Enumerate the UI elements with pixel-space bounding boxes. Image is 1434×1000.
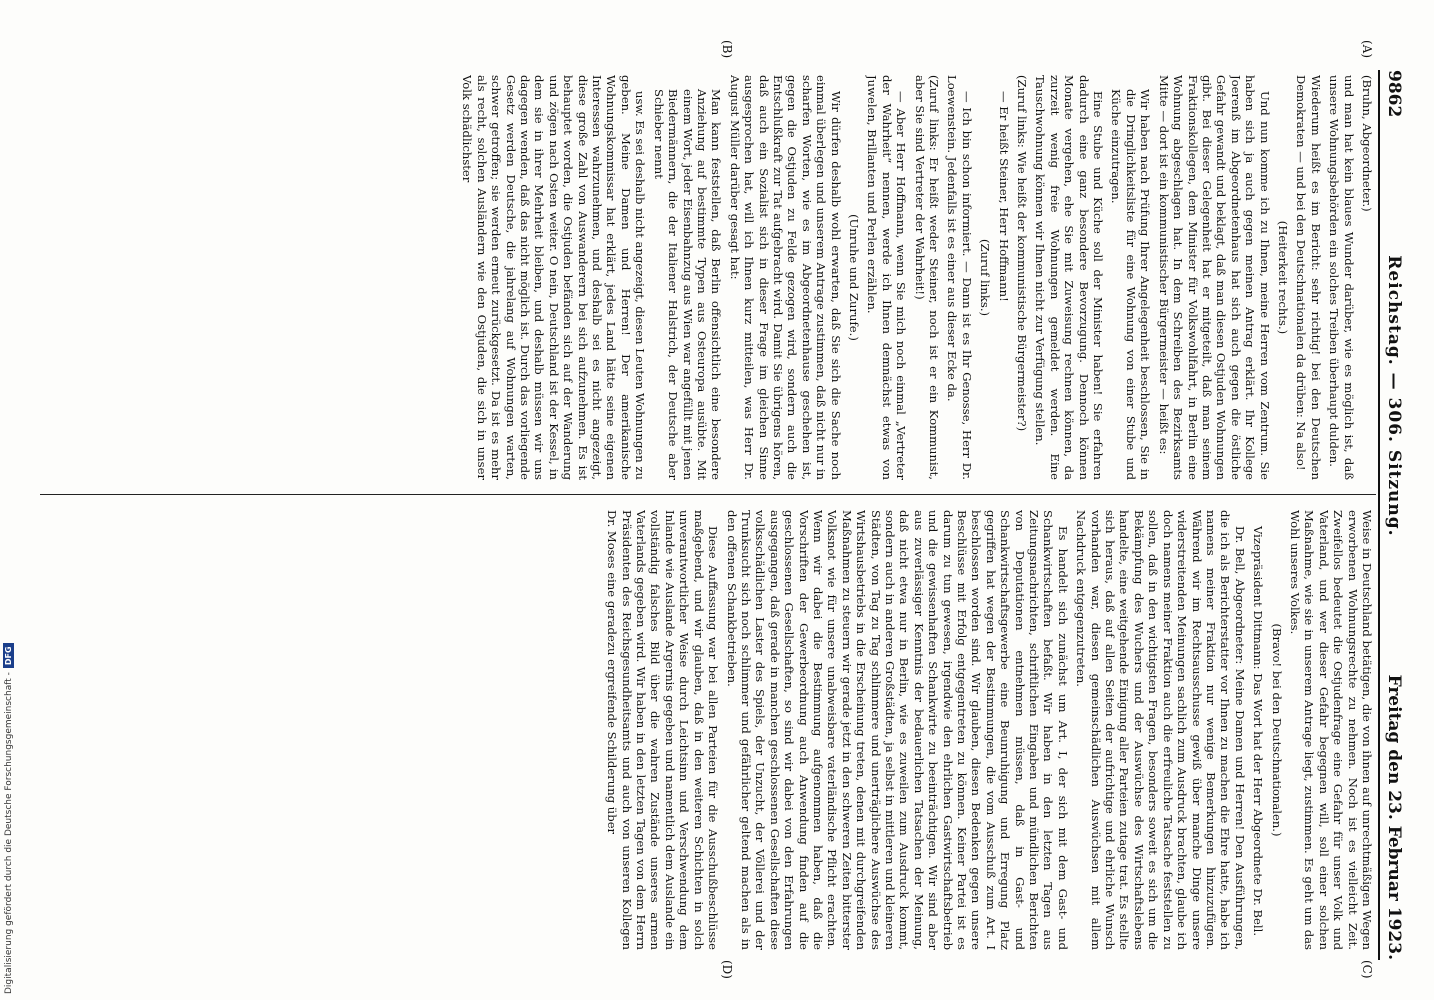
paragraph: Diese Auffassung war bei allen Parteien für die Ausschußbeschlüsse maßgebend, und wir glauben, daß in den weiteren Schichten in solch unverantwortlicher Weise durch Leichtsinn und Verschwendung dem Inlande wie Auslande Argernis gegeben und namentlich dem Auslande ein vollständig falsches Bild über die wahren Zustände unseres armen Vaterlands gegeben wird. Wir haben in den letzten Tagen von dem Herrn Präsidenten des Reichsgesundheitsamts und auch von unseren Kollegen Dr. Moses eine geradezu ergreifende Schilderung über [605, 510, 721, 950]
paragraph: Es handelt sich zunächst um Art. I, der sich mit dem Gast- und Schankwirtschaften befaßt. Wir haben in den letzten Tagen aus Zeitungsnachrichten, schriftlichen Eingaben und mündlichen Berichten von Deputationen entnehmen müssen, daß in Gast- und Schankwirtschaftsgewerbe eine Beunruhigung und Erregung Platz gegriffen hat wegen der Bestimmungen, die vom Ausschuß zum Art. I beschlossen worden sind. Wir glauben, diesen Bedenken gegen unsere Beschlüsse mit Erfolg entgegentreten zu können. Keiner Partei ist es darum zu tun gewesen, irgendwie den ehrlichen Gastwirtschaftsbetrieb und die gewissenhaften Schankwirte zu beeinträchtigen. Wir sind aber aus zuverlässiger Kenntnis der bedauerlichen Tatsachen der Meinung, daß nicht etwa nur in Berlin, wie es zuweilen zum Ausdruck kommt, sondern auch in anderen Großstädten, ja selbst in mittleren und kleineren Städten, von Tag zu Tag schlimmere und unerträglichere Auswüchse des Wirtshausbetriebs in die Erscheinung treten, denen mit durchgreifenden Maßnahmen zu steuern wir gerade jetzt in den schweren Zeiten bitterster Volksnot wie für unsere unabweisbare vaterländische Pflicht erachten. Wenn wir dabei die Bestimmung aufgenommen haben, daß die Vorschriften der Gewerbeordnung auch Anwendung finden auf die geschlossenen Gesellschaften, so sind wir dabei von den Erfahrungen ausgegangen, daß gerade in manchen geschlossenen Gesellschaften diese volksschädlichen Laster des Spiels, der Unzucht, der Völlerei und der Trunksucht sich noch schlimmer und gefährlicher geltend machen als in den offenen Schankbetrieben. [724, 510, 1070, 950]
paragraph: Man kann feststellen, daß Berlin offensichtlich eine besondere Anziehung auf bestimmte Typen aus Osteuropa ausübte. Mit einem Wort, jeder Eisenbahnzug aus Wien war angefüllt mit jenen Biedermännern, die der Italiener Halstrich, der Deutsche aber Schieber nennt [651, 89, 724, 480]
paragraph: (Zuruf links.) [978, 238, 993, 317]
paragraph: — Er heißt Steiner, Herr Hoffmann! [996, 91, 1011, 302]
paragraph: — Ich bin schon informiert. — Dann ist es Ihr Genosse, Herr Dr. Loewenstein. Jedenfalls ist es einer aus dieser Ecke da. [945, 75, 974, 480]
paragraph: Weise in Deutschland betätigen, die von ihnen auf unrechtmäßigen Wegen erworbenen Wohnungsrechte zu nehmen. Noch ist es vielleicht Zeit. Zweifellos bedeutet die Ostjudenfrage eine Gefahr für unser Volk und Vaterland, und wer dieser Gefahr begegnen will, soll einer solchen Maßnahme, wie sie in unserem Antrage liegt, zustimmen. Es geht um das Wohl unseres Volkes. [1287, 510, 1374, 950]
dfg-logo: DFG [3, 643, 14, 668]
paragraph: (Heiterkeit rechts.) [1275, 220, 1290, 335]
paragraph: (Zuruf links: Er heißt weder Steiner, noch ist er ein Kommunist, aber Sie sind Vertreter der Wahrheit!) [912, 75, 942, 480]
paragraph: Eine Stube und Küche soll der Minister haben! Sie erfahren dadurch eine ganz besondere Bevorzugung. Dennoch können Monate vergehen, ehe Sie mit Zuweisung rechnen können, da zurzeit wenig freie Wohnungen gemeldet werden. Eine Tauschwohnung können wir Ihnen nicht zur Verfügung stellen. [1033, 75, 1106, 480]
paragraph: (Bruhn, Abgeordneter.) [1360, 75, 1374, 212]
paragraph: — Aber Herr Hoffmann, wenn Sie mich noch einmal „Vertreter der Wahrheit“ nennen, werde ich Ihnen demnächst etwas von Juwelen, Brillanten und Perlen erzählen. [865, 75, 909, 480]
left-text-column [40, 75, 1374, 480]
page-title: Reichstag. — 306. Sitzung. [1384, 255, 1404, 537]
margin-marker-c: (C) [1360, 960, 1374, 979]
page-date: Freitag den 23. Februar 1923. [1384, 674, 1404, 960]
page-header [1378, 70, 1414, 960]
column-divider [40, 494, 1376, 495]
paragraph: Dr. Bell, Abgeordneter: Meine Damen und Herren! Den Ausführungen, die ich als Berichterstatter vor Ihnen zu machen die Ehre hatte, habe ich namens meiner Fraktion nur wenige Bemerkungen hinzuzufügen. Während wir im Rechtsausschusse gewiß über manche Dinge unsere widerstreitenden Meinungen sachlich zum Ausdruck brachten, glaube ich doch namens meiner Fraktion auch die erfreuliche Tatsache feststellen zu sollen, daß in den wichtigsten Fragen, besonders soweit es sich um die Bekämpfung des Wuchers und der Auswüchse des Wirtschaftslebens handelte, eine weitgehende Einigung aller Parteien zutage trat. Es stellte sich heraus, daß auf allen Seiten der aufrichtige und ehrliche Wunsch vorhanden war, diesen gemeinschädlichen Auswüchsen mit allem Nachdruck entgegenzutreten. [1074, 510, 1247, 950]
paragraph: usw. Es sei deshalb nicht angezeigt, diesen Leuten Wohnungen zu geben. Meine Damen und Herren! Der amerikanische Wohnungskommissar hat erklärt, jedes Land hätte seine eigenen Interessen wahrzunehmen, und deshalb sei es nicht angezeigt, diese große Zahl von Auswanderern bei sich aufzunehmen. Es ist behauptet worden, die Ostjuden befänden sich auf der Wanderung und zögen nach Osten weiter. O nein, Deutschland ist der Kessel, in dem sie in ihrer Mehrheit bleiben, und deshalb müssen wir uns dagegen wenden, daß das nicht möglich ist. Durch das vorliegende Gesetz werden Deutsche, die jahrelang auf Wohnungen warten, schwer getroffen; sie werden erneut zurückgesetzt. Da ist es mehr als recht, solchen Ausländern wie den Ostjuden, die sich in unser Volk schädlichster [460, 75, 648, 480]
paragraph: Wiederum heißt es im Bericht: sehr richtig! bei den Deutschen Demokraten — und bei den Deutschnationalen da drüben: Na also! [1294, 75, 1323, 480]
footer-credit: Digitalisierung gefördert durch die Deutsche Forschungsgemeinschaft - [3, 672, 14, 994]
right-text-column [40, 510, 1374, 950]
paragraph: Wir haben nach Prüfung Ihrer Angelegenheit beschlossen, Sie in die Dringlichkeitsliste für eine Wohnung von einer Stube und Küche einzutragen. [1109, 89, 1153, 480]
paragraph: (Zuruf links: Wie heißt der kommunistische Bürgermeister?) [1015, 75, 1030, 432]
paragraph: und man hat kein blaues Wunder darüber, wie es möglich ist, daß unsere Wohnungsbehörden ein solches Treiben überhaupt dulden. [1327, 75, 1356, 480]
footer [3, 643, 14, 994]
paragraph: Wir dürfen deshalb wohl erwarten, daß Sie sich die Sache noch einmal überlegen und unserem Antrage zustimmen, daß nicht nur in scharfen Worten, wie es im Abgeordnetenhause geschehen ist, gegen die Ostjuden zu Felde gezogen wird, sondern auch die Entschlußkraft zur Tat aufgebracht wird. Damit Sie übrigens hören, daß auch ein Sozialist sich in dieser Frage im gleichen Sinne ausgesprochen hat, will ich Ihnen kurz mitteilen, was Herr Dr. August Müller darüber gesagt hat: [727, 75, 843, 480]
paragraph: Und nun komme ich zu Ihnen, meine Herren vom Zentrum. Sie haben sich ja auch gegen meinen Antrag erklärt. Ihr Kollege Joerenß im Abgeordnetenhaus hat sich auch gegen die östliche Gefahr gewandt und beklagt, daß man diesen Ostjuden Wohnungen gibt. Bei dieser Gelegenheit hat er mitgeteilt, daß man seinem Fraktionskollegen, dem Minister für Volkswohlfahrt, in Berlin eine Wohnung abgeschlagen hat. In dem Schreiben des Bezirksamts Mitte — dort ist ein kommunistischer Bürgermeister — heißt es: [1156, 75, 1272, 480]
page-number: 9862 [1384, 70, 1404, 118]
paragraph: Vizepräsident Dittmann: Das Wort hat der Herr Abgeordnete Dr. Bell. [1251, 526, 1266, 937]
margin-marker-b: (B) [720, 40, 734, 59]
margin-marker-d: (D) [720, 960, 734, 979]
margin-marker-a: (A) [1360, 40, 1374, 59]
paragraph: (Unruhe und Zurufe.) [847, 214, 861, 341]
paragraph: (Bravo! bei den Deutschnationalen.) [1269, 623, 1284, 837]
